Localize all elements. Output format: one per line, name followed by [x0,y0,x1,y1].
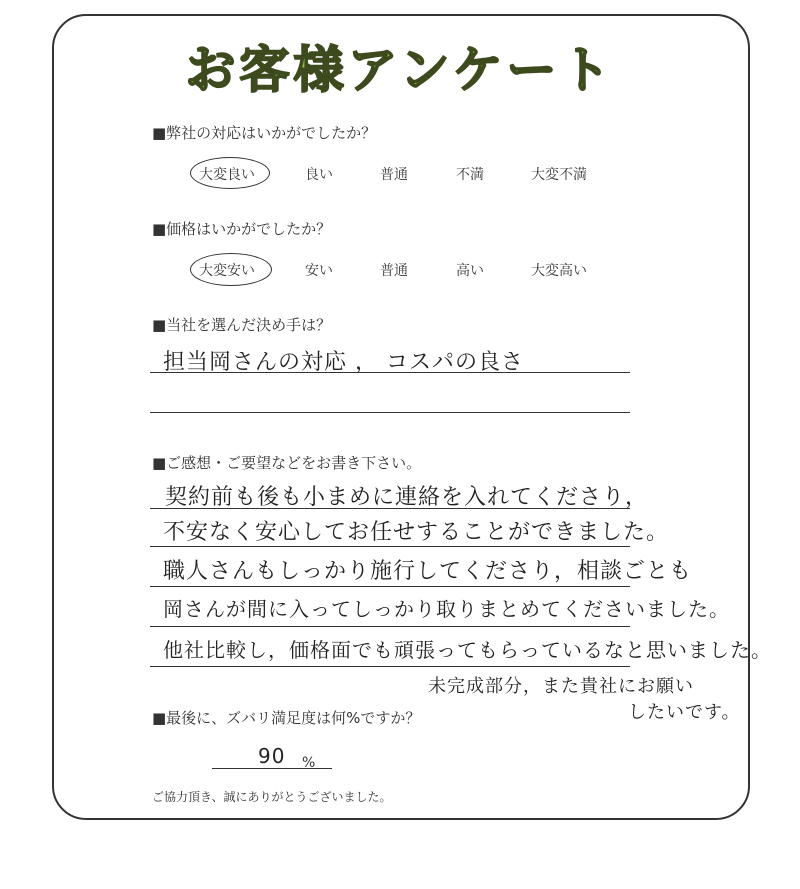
answer-line [212,768,332,769]
survey-title: お客様アンケート [185,41,615,99]
option-service-3[interactable]: 普通 [380,167,408,183]
answer-line [150,546,630,547]
question-service: ■弊社の対応はいかがでしたか？ [152,124,377,142]
comment-line[interactable]: 他社比較し，価格面でも頑張ってもらっているなと思いました。 [163,638,772,662]
answer-line [150,412,630,413]
satisfaction-value[interactable]: 90 [258,744,286,768]
answer-line [150,626,630,627]
comment-line[interactable]: 不安なく安心してお任せすることができました。 [163,520,670,545]
option-price-5[interactable]: 大変高い [531,263,587,279]
reason-answer[interactable]: 担当岡さんの対応 ， コスパの良さ [163,350,524,375]
option-price-2[interactable]: 安い [305,263,333,279]
satisfaction-unit: % [302,755,316,771]
question-satisfaction: ■最後に、ズバリ満足度は何%ですか？ [152,709,421,727]
question-reason: ■当社を選んだ決め手は？ [152,316,332,334]
option-price-4[interactable]: 高い [456,263,484,279]
option-service-2[interactable]: 良い [305,167,333,183]
answer-line [150,666,630,667]
question-comments: ■ご感想・ご要望などをお書き下さい。 [152,454,422,472]
option-service-5[interactable]: 大変不満 [531,167,587,183]
answer-line [150,508,630,509]
comment-line[interactable]: 契約前も後も小まめに連絡を入れてくださり， [165,485,649,510]
comment-line[interactable]: 職人さんもしっかり施行してくださり，相談ごとも [163,559,693,584]
answer-line [150,372,630,373]
comment-extra[interactable]: 未完成部分，また貴社にお願い [428,676,694,697]
option-price-1[interactable]: 大変安い [199,263,255,279]
comment-extra[interactable]: したいです。 [628,702,741,723]
thank-you-note: ご協力頂き、誠にありがとうございました。 [152,790,392,804]
option-service-1[interactable]: 大変良い [199,167,255,183]
answer-line [150,586,630,587]
question-price: ■価格はいかがでしたか？ [152,220,332,238]
option-service-4[interactable]: 不満 [456,167,484,183]
comment-line[interactable]: 岡さんが間に入ってしっかり取りまとめてくださいました。 [163,597,730,621]
option-price-3[interactable]: 普通 [380,263,408,279]
